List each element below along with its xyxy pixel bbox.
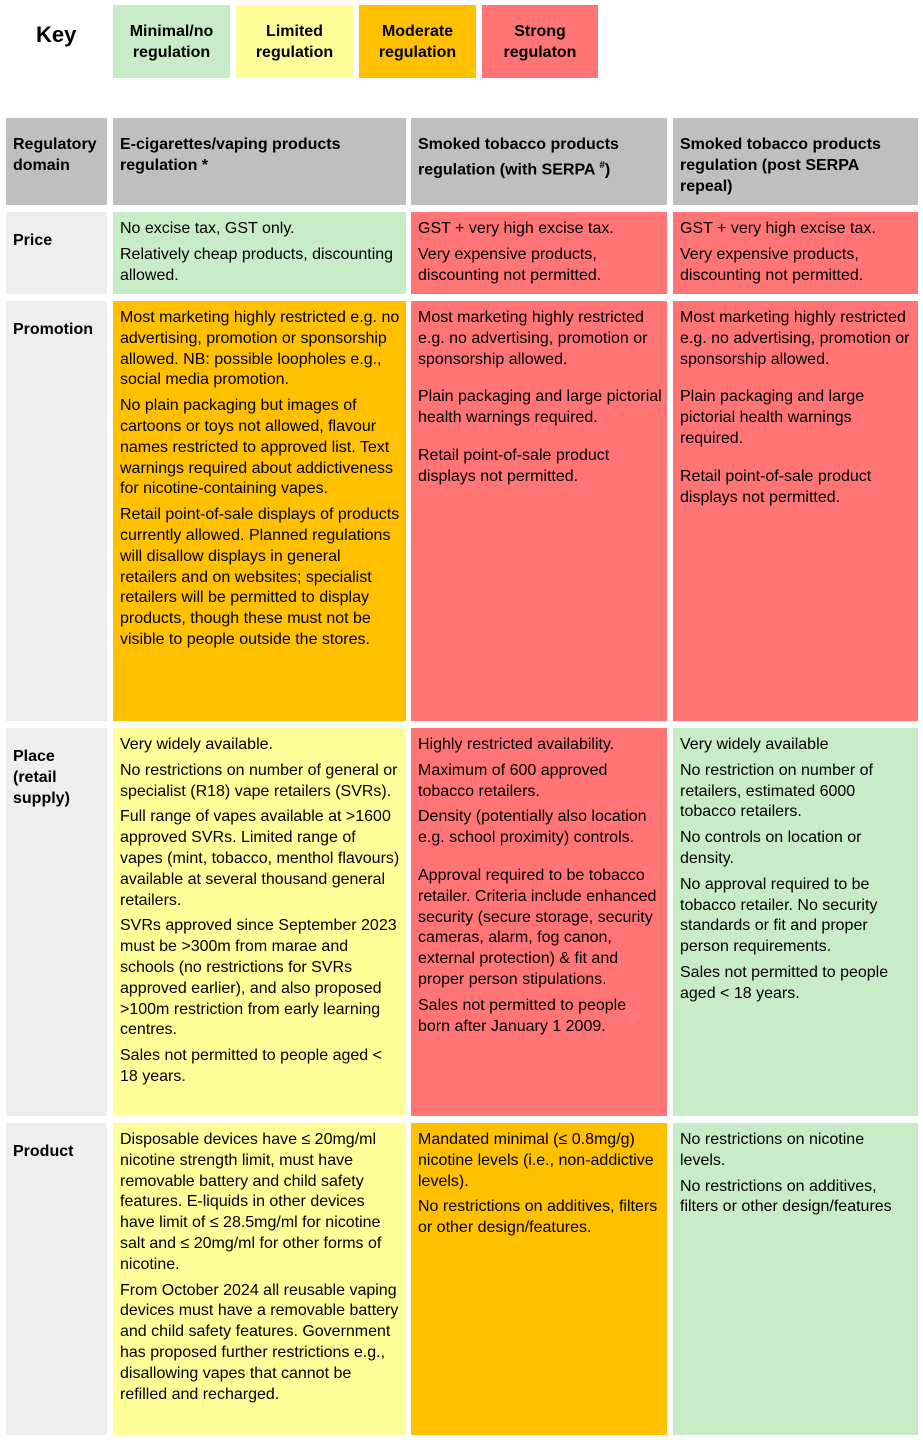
- header-serpa-line1: Smoked tobacco products: [418, 136, 619, 153]
- product-repeal-text: No restrictions on nicotine levels.: [680, 1131, 865, 1169]
- promotion-repeal-text: Plain packaging and large pictorial health warnings required.: [680, 388, 865, 447]
- row-place-domain: [6, 728, 107, 1116]
- product-repeal-cell: [673, 1123, 918, 1435]
- place-domain-line1: Place: [13, 748, 55, 765]
- place-serpa-text: Highly restricted availability.: [418, 736, 615, 753]
- header-repeal-line2: regulation (post SERPA: [680, 156, 860, 174]
- price-repeal-cell: [673, 212, 918, 294]
- product-serpa-cell: [411, 1123, 667, 1435]
- place-repeal-text: No controls on location or density.: [680, 829, 862, 867]
- place-ecig-text: No restrictions on number of general or specialist (R18) vape retailers (SVRs).: [120, 761, 398, 800]
- key-minimal-line2: regulation: [132, 43, 211, 61]
- product-serpa-text: Mandated minimal (≤ 0.8mg/g) nicotine levels (i.e., non-addictive levels).: [418, 1131, 654, 1190]
- place-domain-line2: (retail: [13, 768, 57, 786]
- place-ecig-text: Sales not permitted to people aged < 18 years.: [120, 1047, 382, 1085]
- promotion-ecig-text: Retail point-of-sale displays of products currently allowed. Planned regulations will disallow displays in general retailers and on websites; specialist retailers will be permitted to display products, though these must not be visible to people outside the stores.: [120, 506, 400, 648]
- key-title: Key: [36, 22, 77, 47]
- header-serpa: [411, 118, 667, 205]
- header-domain-line2: domain: [13, 156, 70, 174]
- price-repeal-text: Very expensive products, discounting not permitted.: [680, 245, 864, 284]
- product-serpa-text: No restrictions on additives, filters or other design/features.: [418, 1198, 658, 1237]
- row-promotion-domain: Promotion: [6, 301, 107, 721]
- key-strong-line2: regulaton: [503, 43, 577, 61]
- header-domain: [6, 118, 107, 205]
- place-serpa-text: Approval required to be tobacco retailer. Criteria include enhanced security (secure storage, security cameras, alarm, fog canon, external protection) & fit and proper person stipulations.: [418, 866, 657, 988]
- promotion-repeal-text: Most marketing highly restricted e.g. no advertising, promotion or sponsorship allowed.: [680, 309, 910, 368]
- header-repeal-line1: Smoked tobacco products: [680, 136, 881, 153]
- price-serpa-cell: [411, 212, 667, 294]
- place-serpa-text: Maximum of 600 approved tobacco retailers.: [418, 761, 608, 800]
- promotion-repeal-cell: [673, 301, 918, 721]
- product-ecig-text: From October 2024 all reusable vaping devices must have a removable battery and child safety features. Government has proposed further restrictions e.g., disallowing vapes that cannot be refilled and recharged.: [120, 1281, 399, 1403]
- header-serpa-sup: #: [599, 159, 605, 171]
- product-ecig-cell: [113, 1123, 406, 1435]
- header-serpa-line2: regulation (with SERPA: [418, 161, 600, 179]
- price-ecig-text: No excise tax, GST only.: [120, 220, 295, 237]
- price-ecig-cell: [113, 212, 406, 294]
- place-repeal-text: Very widely available: [680, 736, 829, 753]
- header-ecig-line1: E-cigarettes/vaping products: [120, 136, 341, 153]
- header-ecig: [113, 118, 406, 205]
- key-strong: [482, 5, 598, 78]
- header-repeal-line3: repeal): [680, 177, 733, 195]
- row-price-domain: Price: [6, 212, 107, 294]
- place-serpa-text: Density (potentially also location e.g. school proximity) controls.: [418, 808, 647, 847]
- key-limited-line2: regulation: [255, 43, 334, 61]
- header-domain-line1: Regulatory: [13, 136, 97, 153]
- place-serpa-text: Sales not permitted to people born after January 1 2009.: [418, 996, 627, 1035]
- promotion-serpa-text: Most marketing highly restricted e.g. no advertising, promotion or sponsorship allowed.: [418, 309, 648, 368]
- key-minimal-line1: Minimal/no: [129, 22, 214, 40]
- promotion-ecig-text: No plain packaging but images of cartoons or toys not allowed, flavour names restricted to approved list. Text warnings required about addictiveness for nicotine-containing vapes.: [120, 397, 394, 498]
- header-ecig-line2: regulation *: [120, 156, 209, 174]
- product-repeal-text: No restrictions on additives, filters or other design/features: [680, 1177, 892, 1216]
- promotion-serpa-text: Plain packaging and large pictorial health warnings required.: [418, 388, 662, 427]
- place-repeal-text: Sales not permitted to people aged < 18 years.: [680, 963, 889, 1002]
- place-ecig-text: SVRs approved since September 2023 must be >300m from marae and schools (no restrictions for SVRs approved earlier), and also proposed >100m restriction from early learning centres.: [120, 917, 397, 1039]
- key-minimal: [113, 5, 230, 78]
- place-serpa-cell: [411, 728, 667, 1116]
- header-serpa-close: ): [604, 161, 611, 179]
- place-repeal-cell: [673, 728, 918, 1116]
- product-ecig-text: Disposable devices have ≤ 20mg/ml nicotine strength limit, must have removable battery and child safety features. E-liquids in other devices have limit of ≤ 28.5mg/ml for nicotine salt and ≤ 20mg/ml for other forms of nicotine.: [120, 1131, 382, 1273]
- row-product-domain: Product: [6, 1123, 107, 1435]
- header-repeal: [673, 118, 918, 205]
- place-repeal-text: No restriction on number of retailers, estimated 6000 tobacco retailers.: [680, 761, 873, 821]
- place-ecig-text: Full range of vapes available at >1600 approved SVRs. Limited range of vapes (mint, tobacco, menthol flavours) available at several thousand general retailers.: [120, 808, 400, 909]
- price-serpa-text: GST + very high excise tax.: [418, 220, 614, 237]
- promotion-serpa-text: Retail point-of-sale product displays not permitted.: [418, 446, 610, 485]
- place-ecig-cell: [113, 728, 406, 1116]
- key-moderate: [359, 5, 476, 78]
- promotion-serpa-cell: [411, 301, 667, 721]
- key-moderate-line1: Moderate: [381, 22, 454, 40]
- promotion-repeal-text: Retail point-of-sale product displays not permitted.: [680, 467, 872, 506]
- promotion-ecig-cell: [113, 301, 406, 721]
- key-limited: [236, 5, 353, 78]
- key-limited-line1: Limited: [266, 22, 323, 40]
- price-repeal-text: GST + very high excise tax.: [680, 220, 876, 237]
- place-ecig-text: Very widely available.: [120, 736, 273, 753]
- promotion-ecig-text: Most marketing highly restricted e.g. no advertising, promotion or sponsorship allowed. NB: possible loopholes e.g., social media promotion.: [120, 309, 400, 389]
- price-ecig-text: Relatively cheap products, discounting allowed.: [120, 245, 394, 284]
- key-moderate-line2: regulation: [378, 43, 457, 61]
- price-serpa-text: Very expensive products, discounting not permitted.: [418, 245, 602, 284]
- place-repeal-text: No approval required to be tobacco retailer. No security standards or fit and proper person requirements.: [680, 875, 878, 956]
- place-domain-line3: supply): [13, 789, 70, 807]
- key-strong-line1: Strong: [514, 22, 566, 40]
